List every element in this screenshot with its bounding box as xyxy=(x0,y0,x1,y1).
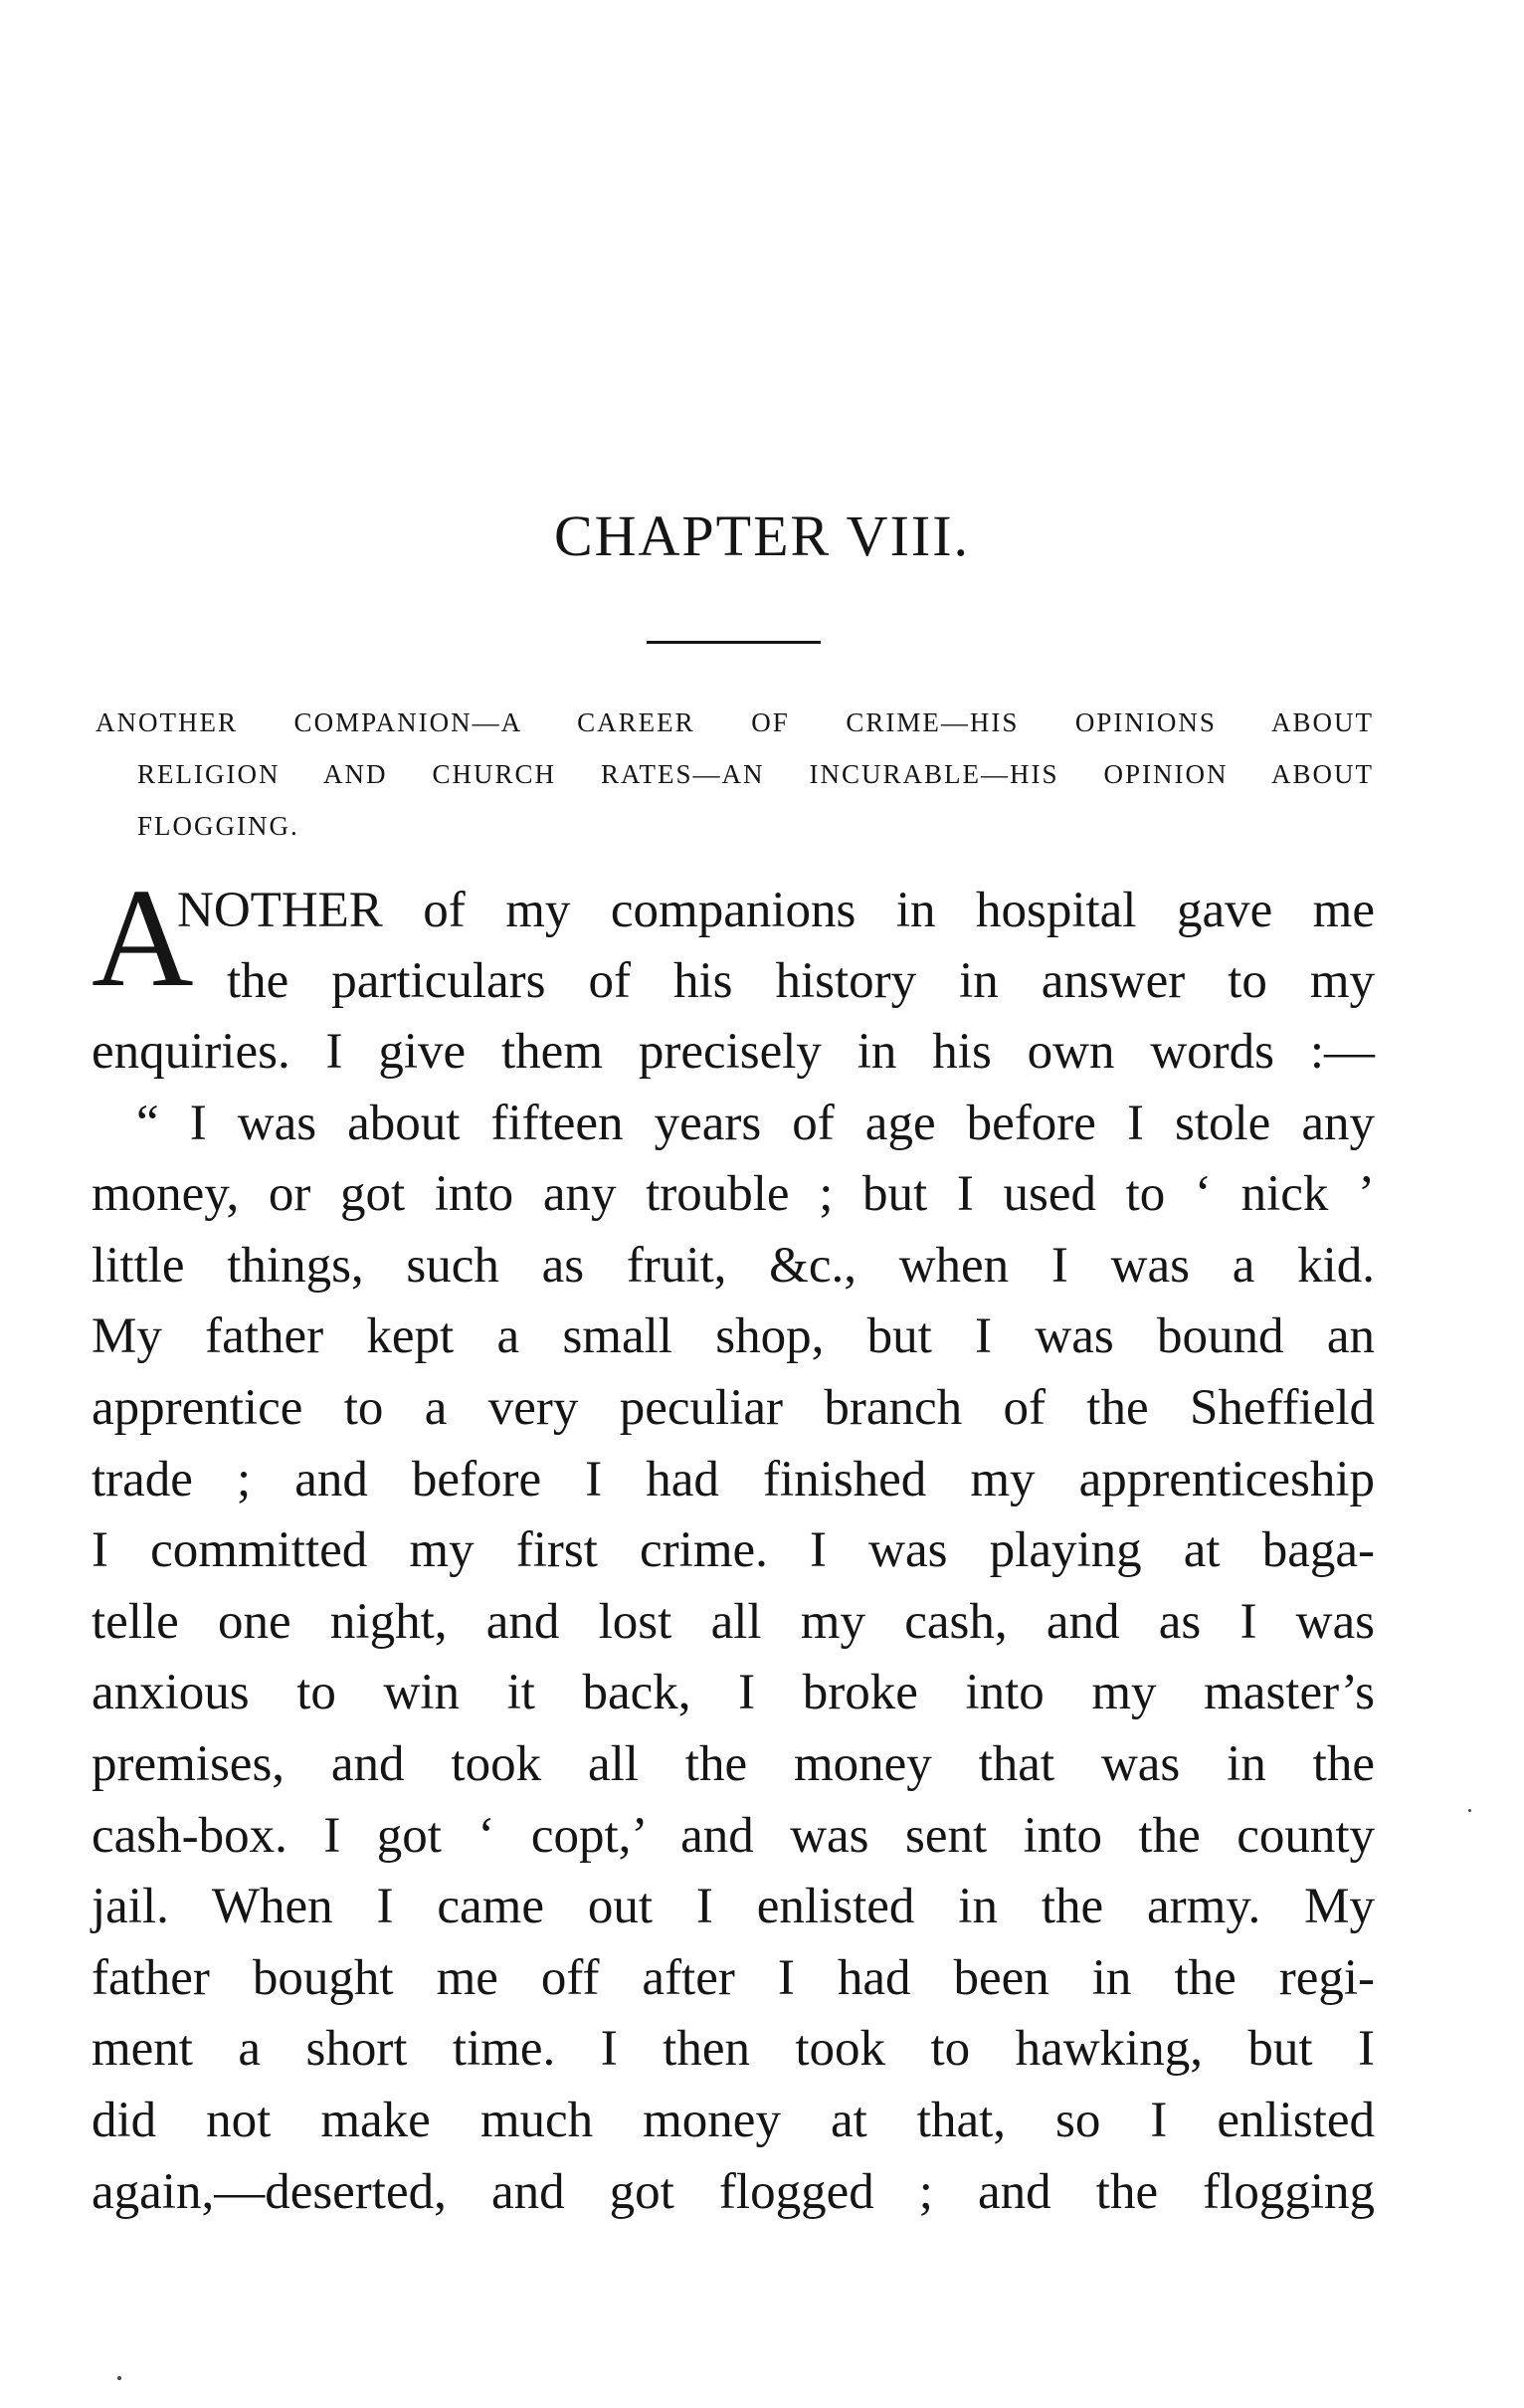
body-line: “ I was about fifteen years of age before I stole any xyxy=(136,1095,1375,1151)
body-line: ment a short time. I then took to hawking, but I xyxy=(92,2021,1375,2078)
chapter-title: CHAPTER VIII. xyxy=(553,503,971,568)
body-line: apprentice to a very peculiar branch of the Sheffield xyxy=(92,1379,1375,1436)
body-line: money, or got into any trouble ; but I used to ‘ nick ’ xyxy=(92,1166,1375,1223)
body-line: NOTHER of my companions in hospital gave me xyxy=(177,883,1375,938)
body-line: jail. When I came out I enlisted in the army. My xyxy=(92,1879,1375,1935)
paper-speck xyxy=(117,2376,121,2380)
body-line: trade ; and before I had finished my apprenticeship xyxy=(92,1451,1375,1507)
synopsis-line: FLOGGING. xyxy=(137,811,299,841)
title-rule xyxy=(647,641,821,644)
body-line: the particulars of his history in answer to my xyxy=(227,953,1375,1009)
body-text xyxy=(92,1017,1375,2228)
paper-speck xyxy=(1468,1809,1471,1812)
chapter-synopsis xyxy=(95,697,1374,852)
body-line: little things, such as fruit, &c., when I was a kid. xyxy=(92,1237,1375,1294)
body-line: enquiries. I give them precisely in his own words :— xyxy=(92,1024,1375,1080)
drop-cap: A xyxy=(92,859,194,1016)
synopsis-line: RELIGION AND CHURCH RATES—AN INCURABLE—HIS OPINION ABOUT xyxy=(137,759,1374,789)
body-line: telle one night, and lost all my cash, and as I was xyxy=(92,1593,1375,1650)
body-line: father bought me off after I had been in the regi- xyxy=(92,1949,1375,2006)
body-line: again,—deserted, and got flogged ; and the flogging xyxy=(92,2163,1375,2220)
body-line: My father kept a small shop, but I was bound an xyxy=(92,1308,1375,1365)
body-line: premises, and took all the money that was in the xyxy=(92,1735,1375,1792)
body-line: did not make much money at that, so I enlisted xyxy=(92,2092,1375,2148)
body-line: anxious to win it back, I broke into my master’s xyxy=(92,1665,1375,1721)
synopsis-line: ANOTHER COMPANION—A CAREER OF CRIME—HIS OPINIONS ABOUT xyxy=(95,707,1374,737)
opening-lines xyxy=(177,876,1375,1017)
body-line: I committed my first crime. I was playing at baga- xyxy=(92,1522,1375,1579)
body-line: cash-box. I got ‘ copt,’ and was sent into the county xyxy=(92,1807,1375,1864)
